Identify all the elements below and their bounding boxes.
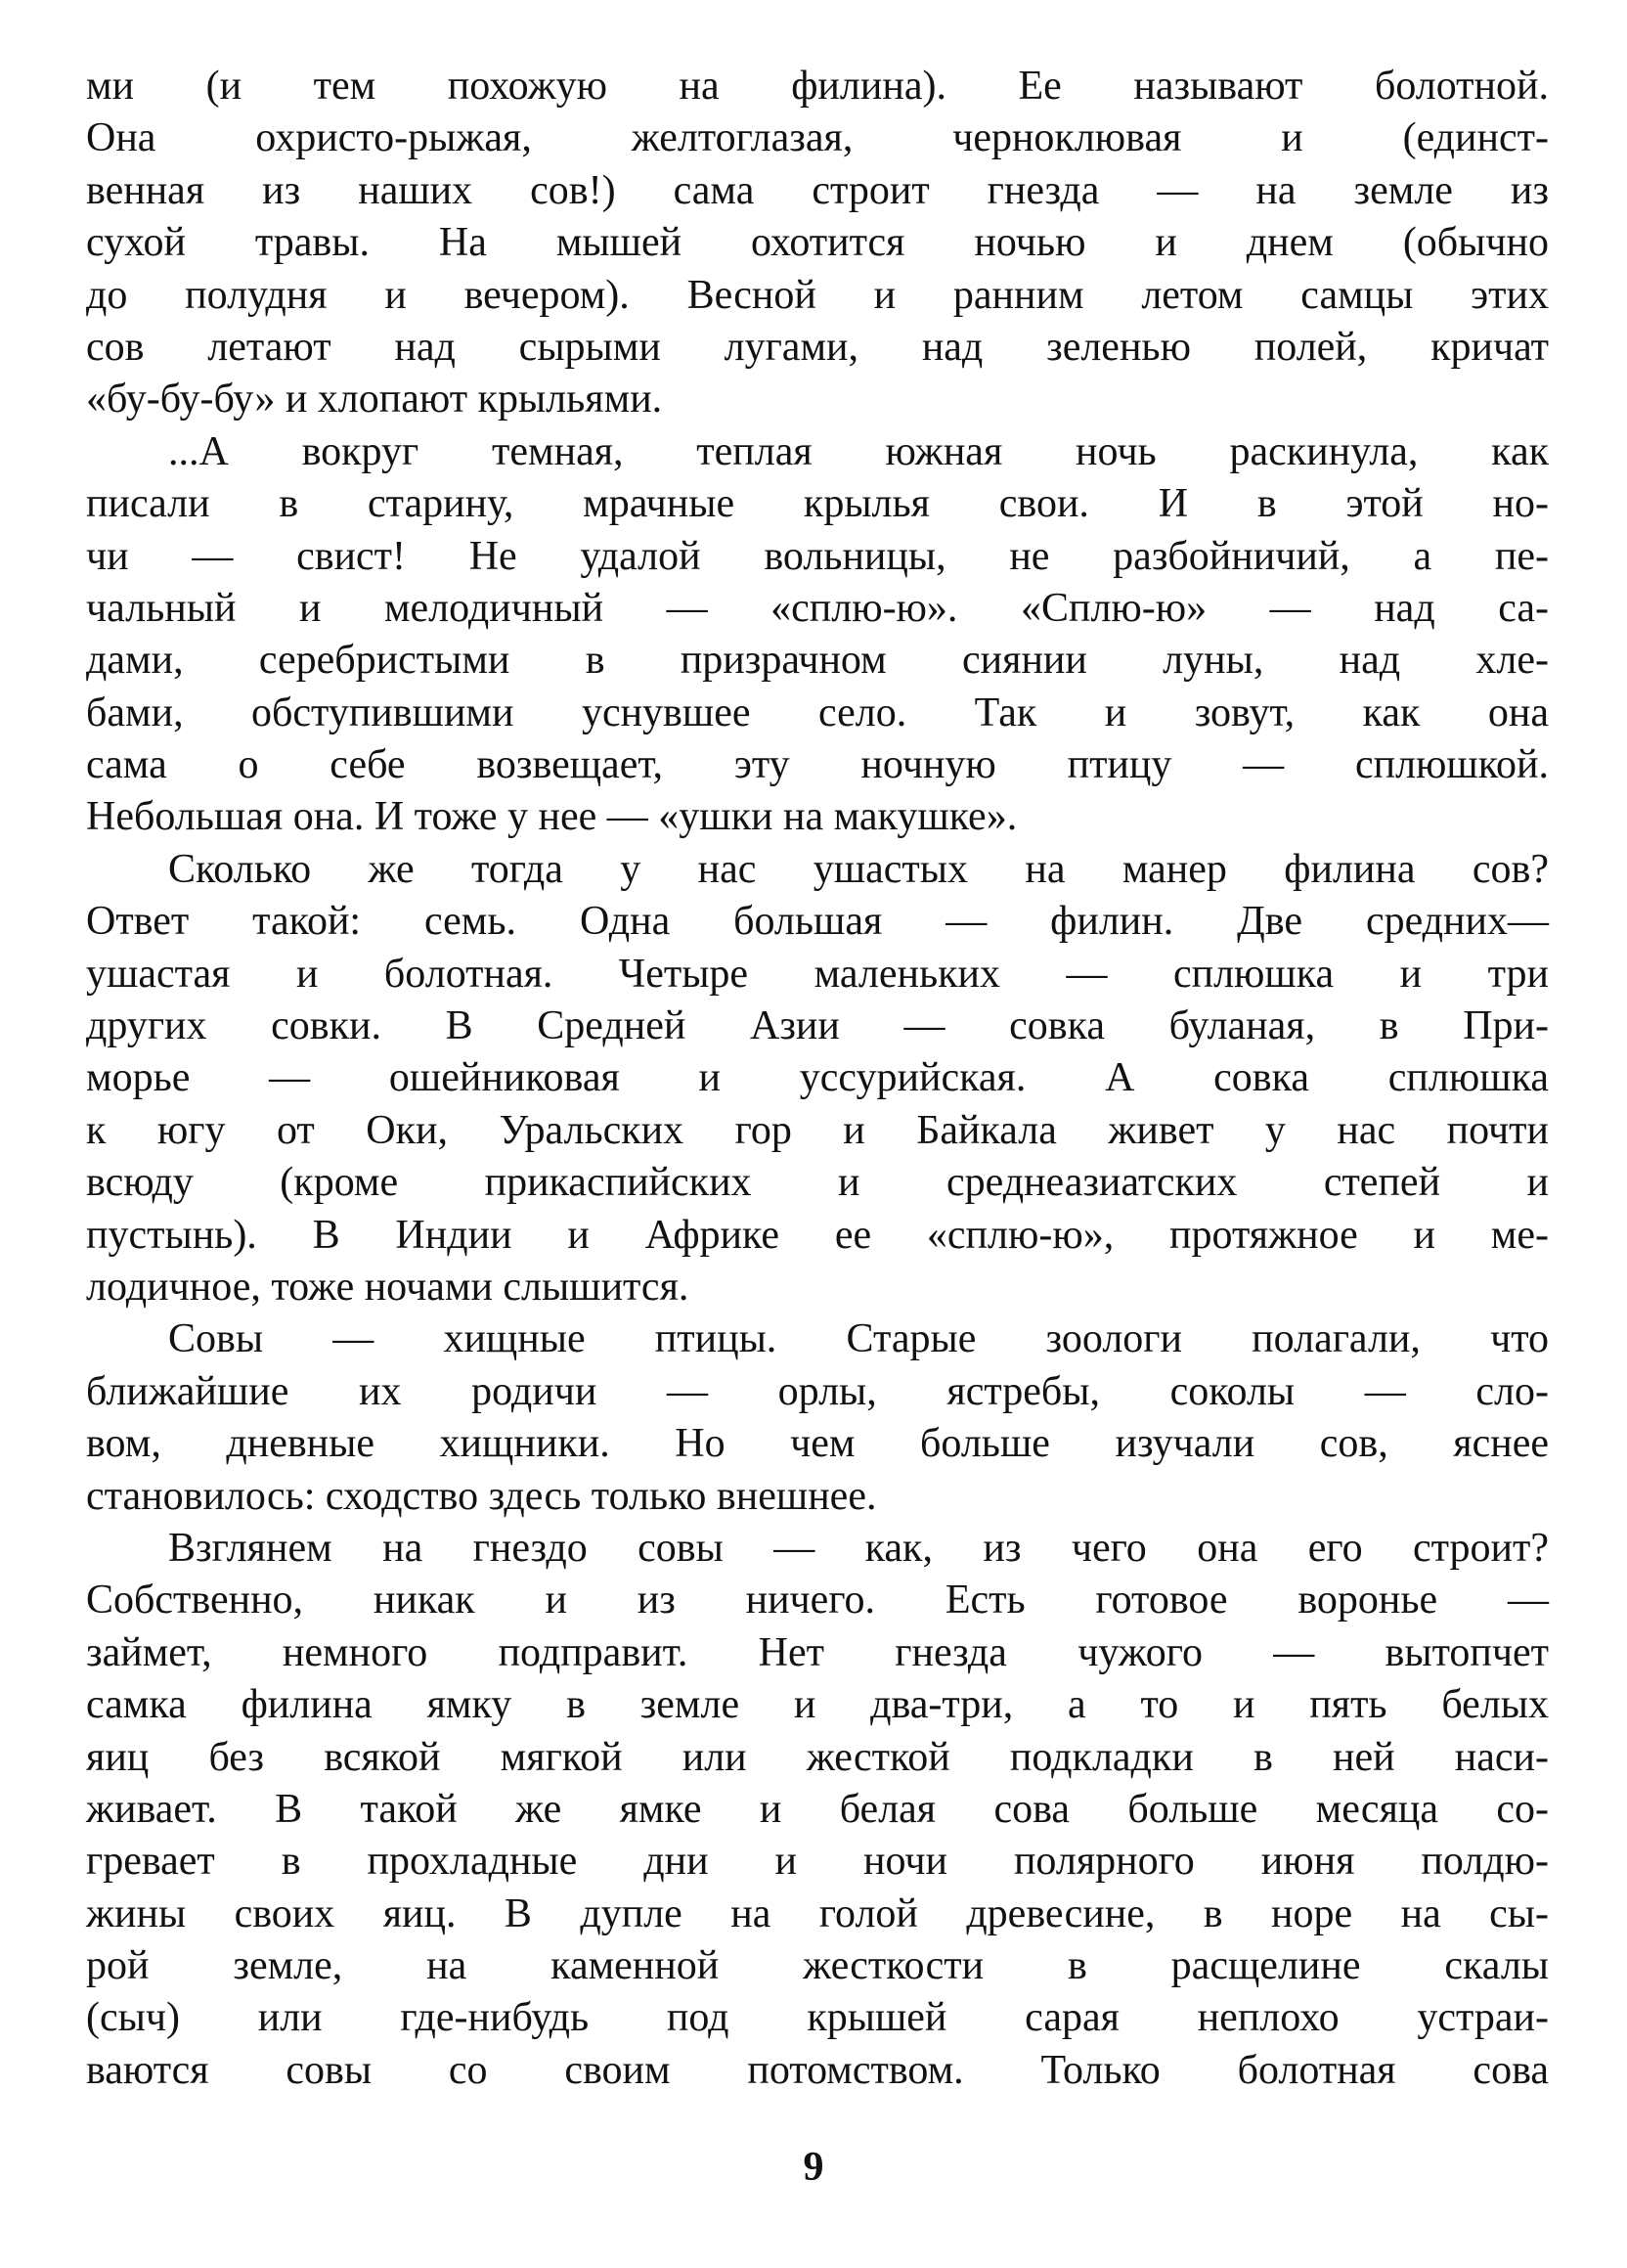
text-line: сама о себе возвещает, эту ночную птицу — сплюшкой. [86, 742, 1549, 788]
text-line: лодичное, тоже ночами слышится. [86, 1264, 689, 1310]
text-line: самка филина ямку в земле и два-три, а то и пять белых [86, 1682, 1549, 1728]
text-line: Ответ такой: семь. Одна большая — филин. Две средних— [86, 899, 1549, 945]
text-line: вом, дневные хищники. Но чем больше изучали сов, яснее [86, 1421, 1549, 1467]
text-line: других совки. В Средней Азии — совка буланая, в При- [86, 1003, 1549, 1049]
text-line: всюду (кроме прикаспийских и среднеазиатских степей и [86, 1160, 1549, 1206]
text-line: до полудня и вечером). Весной и ранним летом самцы этих [86, 272, 1549, 318]
text-line: жины своих яиц. В дупле на голой древесине, в норе на сы- [86, 1890, 1549, 1936]
paragraph-1 [86, 61, 1549, 426]
paragraph-2 [86, 426, 1549, 844]
text-line: живает. В такой же ямке и белая сова больше месяца со- [86, 1786, 1549, 1832]
text-line: Совы — хищные птицы. Старые зоологи полагали, что [168, 1316, 1549, 1362]
text-line: ваются совы со своим потомством. Только болотная сова [86, 2047, 1549, 2093]
text-line: венная из наших сов!) сама строит гнезда — на земле из [86, 167, 1549, 213]
text-line: Собственно, никак и из ничего. Есть готовое воронье — [86, 1578, 1549, 1623]
text-line: (сыч) или где-нибудь под крышей сарая неплохо устраи- [86, 1995, 1549, 2041]
text-line: Она охристо-рыжая, желтоглазая, черноклювая и (единст- [86, 115, 1549, 161]
text-line: Небольшая она. И тоже у нее — «ушки на макушке». [86, 794, 1018, 840]
text-line: Сколько же тогда у нас ушастых на манер филина сов? [168, 846, 1549, 892]
text-line: рой земле, на каменной жесткости в расщелине скалы [86, 1943, 1549, 1989]
text-line: сов летают над сырыми лугами, над зеленью полей, кричат [86, 324, 1549, 370]
text-line: ушастая и болотная. Четыре маленьких — сплюшка и три [86, 951, 1549, 997]
text-line: яиц без всякой мягкой или жесткой подкладки в ней наси- [86, 1734, 1549, 1780]
text-line: пустынь). В Индии и Африке ее «сплю-ю», протяжное и ме- [86, 1212, 1549, 1258]
text-line: морье — ошейниковая и уссурийская. А совка сплюшка [86, 1055, 1549, 1101]
text-line: «бу-бу-бу» и хлопают крыльями. [86, 377, 663, 422]
text-line: писали в старину, мрачные крылья свои. И в этой но- [86, 481, 1549, 527]
text-line: ми (и тем похожую на филина). Ее называют болотной. [86, 64, 1549, 109]
text-line: Взглянем на гнездо совы — как, из чего она его строит? [168, 1525, 1549, 1571]
page-number: 9 [803, 2145, 824, 2190]
paragraph-4 [86, 1313, 1549, 1523]
text-line: чальный и мелодичный — «сплю-ю». «Сплю-ю» — над са- [86, 585, 1549, 631]
paragraph-3 [86, 844, 1549, 1314]
text-line: становилось: сходство здесь только внешнее. [86, 1473, 877, 1519]
text-line: чи — свист! Не удалой вольницы, не разбойничий, а пе- [86, 533, 1549, 579]
text-line: гревает в прохладные дни и ночи полярного июня полдю- [86, 1839, 1549, 1885]
text-line: ближайшие их родичи — орлы, ястребы, соколы — сло- [86, 1368, 1549, 1414]
text-line: дами, серебристыми в призрачном сиянии луны, над хле- [86, 638, 1549, 684]
text-page [86, 61, 1549, 2097]
text-line: сухой травы. На мышей охотится ночью и днем (обычно [86, 220, 1549, 266]
text-line: к югу от Оки, Уральских гор и Байкала живет у нас почти [86, 1107, 1549, 1153]
text-line: займет, немного подправит. Нет гнезда чужого — вытопчет [86, 1629, 1549, 1675]
text-line: ...А вокруг темная, теплая южная ночь раскинула, как [168, 428, 1549, 474]
paragraph-5 [86, 1523, 1549, 2097]
text-line: бами, обступившими уснувшее село. Так и зовут, как она [86, 689, 1549, 735]
